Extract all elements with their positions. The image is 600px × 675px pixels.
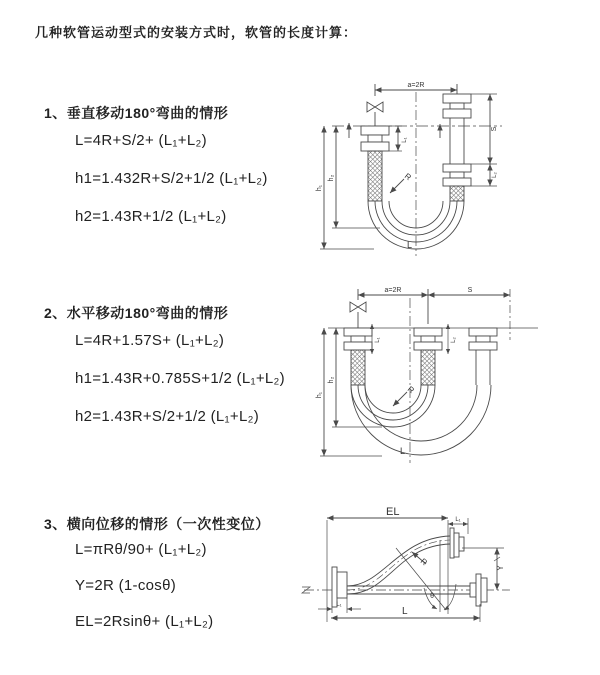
displaced-hose: [347, 536, 450, 594]
dim-label-span: a=2R: [407, 82, 425, 89]
page-title: 几种软管运动型式的安装方式时，软管的长度计算：: [35, 25, 358, 40]
dim-label-h1: h₁: [316, 184, 323, 192]
radius-label: R: [405, 384, 416, 396]
dim-label-s: S: [467, 287, 473, 294]
middle-hose-braid: [421, 350, 435, 385]
radius-arrow: [390, 179, 404, 193]
left-flange: [361, 126, 389, 151]
section3-heading: 3、横向位移的情形（一次性变位）: [44, 516, 270, 532]
right-flange-moved: [443, 164, 471, 186]
radius-arrow: [393, 392, 407, 406]
right-flange: [470, 574, 487, 606]
formula-line: L=4R+S/2+ (L₁+L₂): [75, 132, 207, 149]
formula-line: L=4R+1.57S+ (L₁+L₂): [75, 332, 225, 349]
dim-label-span: a=2R: [384, 287, 402, 294]
section2-heading: 2、水平移动180°弯曲的情形: [44, 305, 229, 321]
formula-line: EL=2Rsinθ+ (L₁+L₂): [75, 613, 214, 630]
section1-formulas: [75, 122, 268, 236]
radius-ref-line: [396, 548, 446, 610]
d2-labels: [316, 287, 473, 456]
dim-label-l1: L₁: [402, 137, 408, 143]
section1-heading: 1、垂直移动180°弯曲的情形: [44, 105, 229, 121]
middle-flange: [414, 328, 442, 350]
d1-linework: [320, 84, 502, 256]
formula-line: h2=1.43R+1/2 (L₁+L₂): [75, 208, 227, 225]
formula-line: Y=2R (1-cosθ): [75, 577, 177, 594]
diagram2-svg: [310, 280, 595, 465]
left-flange: [344, 328, 372, 350]
dim-label-y: Y: [496, 565, 505, 571]
u-bend-arcs: [351, 385, 491, 455]
dim-label-s: S: [491, 126, 498, 132]
left-hose-braid: [351, 350, 365, 385]
dim-label-l1-top: L₁: [455, 517, 461, 523]
right-hose-braid: [450, 186, 464, 201]
diagram-lateral-displacement: [298, 502, 598, 657]
valve-icon: [367, 102, 383, 126]
dim-label-l1-bottom: L₁: [336, 602, 342, 608]
radius-label: R: [418, 556, 429, 568]
diagram3-svg: [298, 502, 598, 652]
right-flange-top: [443, 94, 471, 118]
dim-label-l2: L₂: [451, 337, 457, 343]
length-label: L: [402, 606, 408, 617]
theta-arc-right: [444, 584, 456, 610]
diagram-horizontal-180-bend: [310, 280, 595, 470]
dim-label-el: EL: [386, 506, 400, 518]
left-hose-braid: [368, 151, 382, 201]
dim-label-l1: L₁: [375, 337, 381, 343]
formula-line: L=πRθ/90+ (L₁+L₂): [75, 541, 207, 558]
d2-linework: [320, 289, 538, 463]
radius-label: R: [402, 171, 413, 183]
diagram-vertical-180-bend: [312, 76, 597, 263]
formula-line: h1=1.432R+S/2+1/2 (L₁+L₂): [75, 170, 268, 187]
dim-label-h2: h₂: [328, 174, 335, 182]
section3-formulas: [75, 532, 213, 640]
diagram1-svg: [312, 76, 597, 258]
right-flange-moved: [469, 328, 497, 350]
valve-icon: [350, 302, 366, 328]
length-label: L: [400, 446, 406, 456]
dim-label-h1: h₁: [316, 391, 323, 399]
length-label: L: [407, 240, 413, 250]
upper-flange: [450, 528, 464, 558]
formula-line: h1=1.43R+0.785S+1/2 (L₁+L₂): [75, 370, 285, 387]
theta-label: θ: [430, 593, 434, 600]
formula-line: h2=1.43R+S/2+1/2 (L₁+L₂): [75, 408, 260, 425]
left-flange: [332, 567, 347, 607]
section2-formulas: [75, 322, 285, 436]
dim-label-l2: L₂: [492, 172, 498, 178]
dim-label-h2: h₂: [328, 376, 335, 384]
